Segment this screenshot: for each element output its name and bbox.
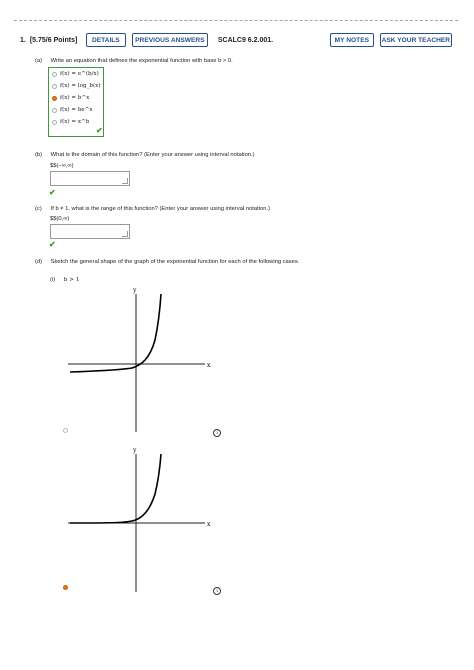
part-a-label: (a) [35,58,43,64]
choice-label: f(x) = log_b(x) [60,83,101,89]
my-notes-button[interactable]: MY NOTES [330,33,374,47]
exponential-curve [70,294,161,372]
part-a-prompt: Write an equation that defines the exponential function with base b > 0. [50,58,233,64]
graph-1-radio[interactable] [63,428,68,433]
part-c-answer: $$(0,∞) [50,216,70,222]
part-b-prompt: What is the domain of this function? (Enter your answer using interval notation.) [50,152,255,158]
part-c-answer-field[interactable] [50,224,130,239]
check-icon: ✔ [96,126,103,135]
question-number: 1. [20,36,26,44]
part-d-label: (d) [35,259,43,265]
part-c [35,206,270,212]
resize-handle-icon[interactable] [122,178,128,184]
radio-choice-1[interactable] [52,72,57,77]
choice-b-power-x[interactable] [52,95,89,101]
choice-e-power[interactable] [52,71,99,77]
x-axis-label: x [207,362,211,369]
graph-option-1[interactable] [60,284,220,434]
radio-choice-4[interactable] [52,108,57,113]
radio-choice-3-selected[interactable] [52,96,57,101]
choice-list [48,67,104,137]
check-icon: ✔ [49,188,56,197]
y-axis-label: y [133,447,137,454]
part-b-answer: $$(−∞,∞) [50,163,74,169]
part-a [35,58,233,64]
exponential-curve [70,454,161,523]
part-b [35,152,255,158]
info-icon[interactable]: i [213,429,221,437]
details-button[interactable]: DETAILS [86,33,126,47]
case-i-label: (i) [50,277,56,283]
previous-answers-button[interactable]: PREVIOUS ANSWERS [132,33,208,47]
choice-log[interactable] [52,83,100,89]
x-axis-label: x [207,521,211,528]
y-axis-label: y [133,287,137,294]
case-i [50,277,80,283]
part-b-answer-field[interactable] [50,171,130,186]
choice-x-power-b[interactable] [52,119,89,125]
resize-handle-icon[interactable] [122,231,128,237]
choice-label: f(x) = be^x [60,107,93,113]
case-i-condition: b > 1 [63,277,80,283]
choice-label: f(x) = x^b [60,119,90,125]
problem-code: SCALC9 6.2.001. [217,36,274,44]
question-points: [5.75/6 Points] [29,36,78,44]
choice-b-e-x[interactable] [52,107,93,113]
graph-option-2[interactable] [60,442,220,594]
part-d-prompt: Sketch the general shape of the graph of the exponential function for each of the following cases. [50,259,300,265]
radio-choice-2[interactable] [52,84,57,89]
part-b-label: (b) [35,152,43,158]
radio-choice-5[interactable] [52,120,57,125]
question-divider [14,20,458,21]
part-d [35,259,299,265]
info-icon[interactable]: i [213,587,221,595]
graph-2-radio-selected[interactable] [63,585,68,590]
question-header [20,31,460,49]
check-icon: ✔ [49,240,56,249]
part-c-prompt: If b ≠ 1, what is the range of this function? (Enter your answer using interval notation.) [50,206,271,212]
ask-teacher-button[interactable]: ASK YOUR TEACHER [380,33,452,47]
part-c-label: (c) [35,206,42,212]
choice-label: f(x) = e^(b/x) [60,71,99,77]
choice-label: f(x) = b^x [60,95,90,101]
